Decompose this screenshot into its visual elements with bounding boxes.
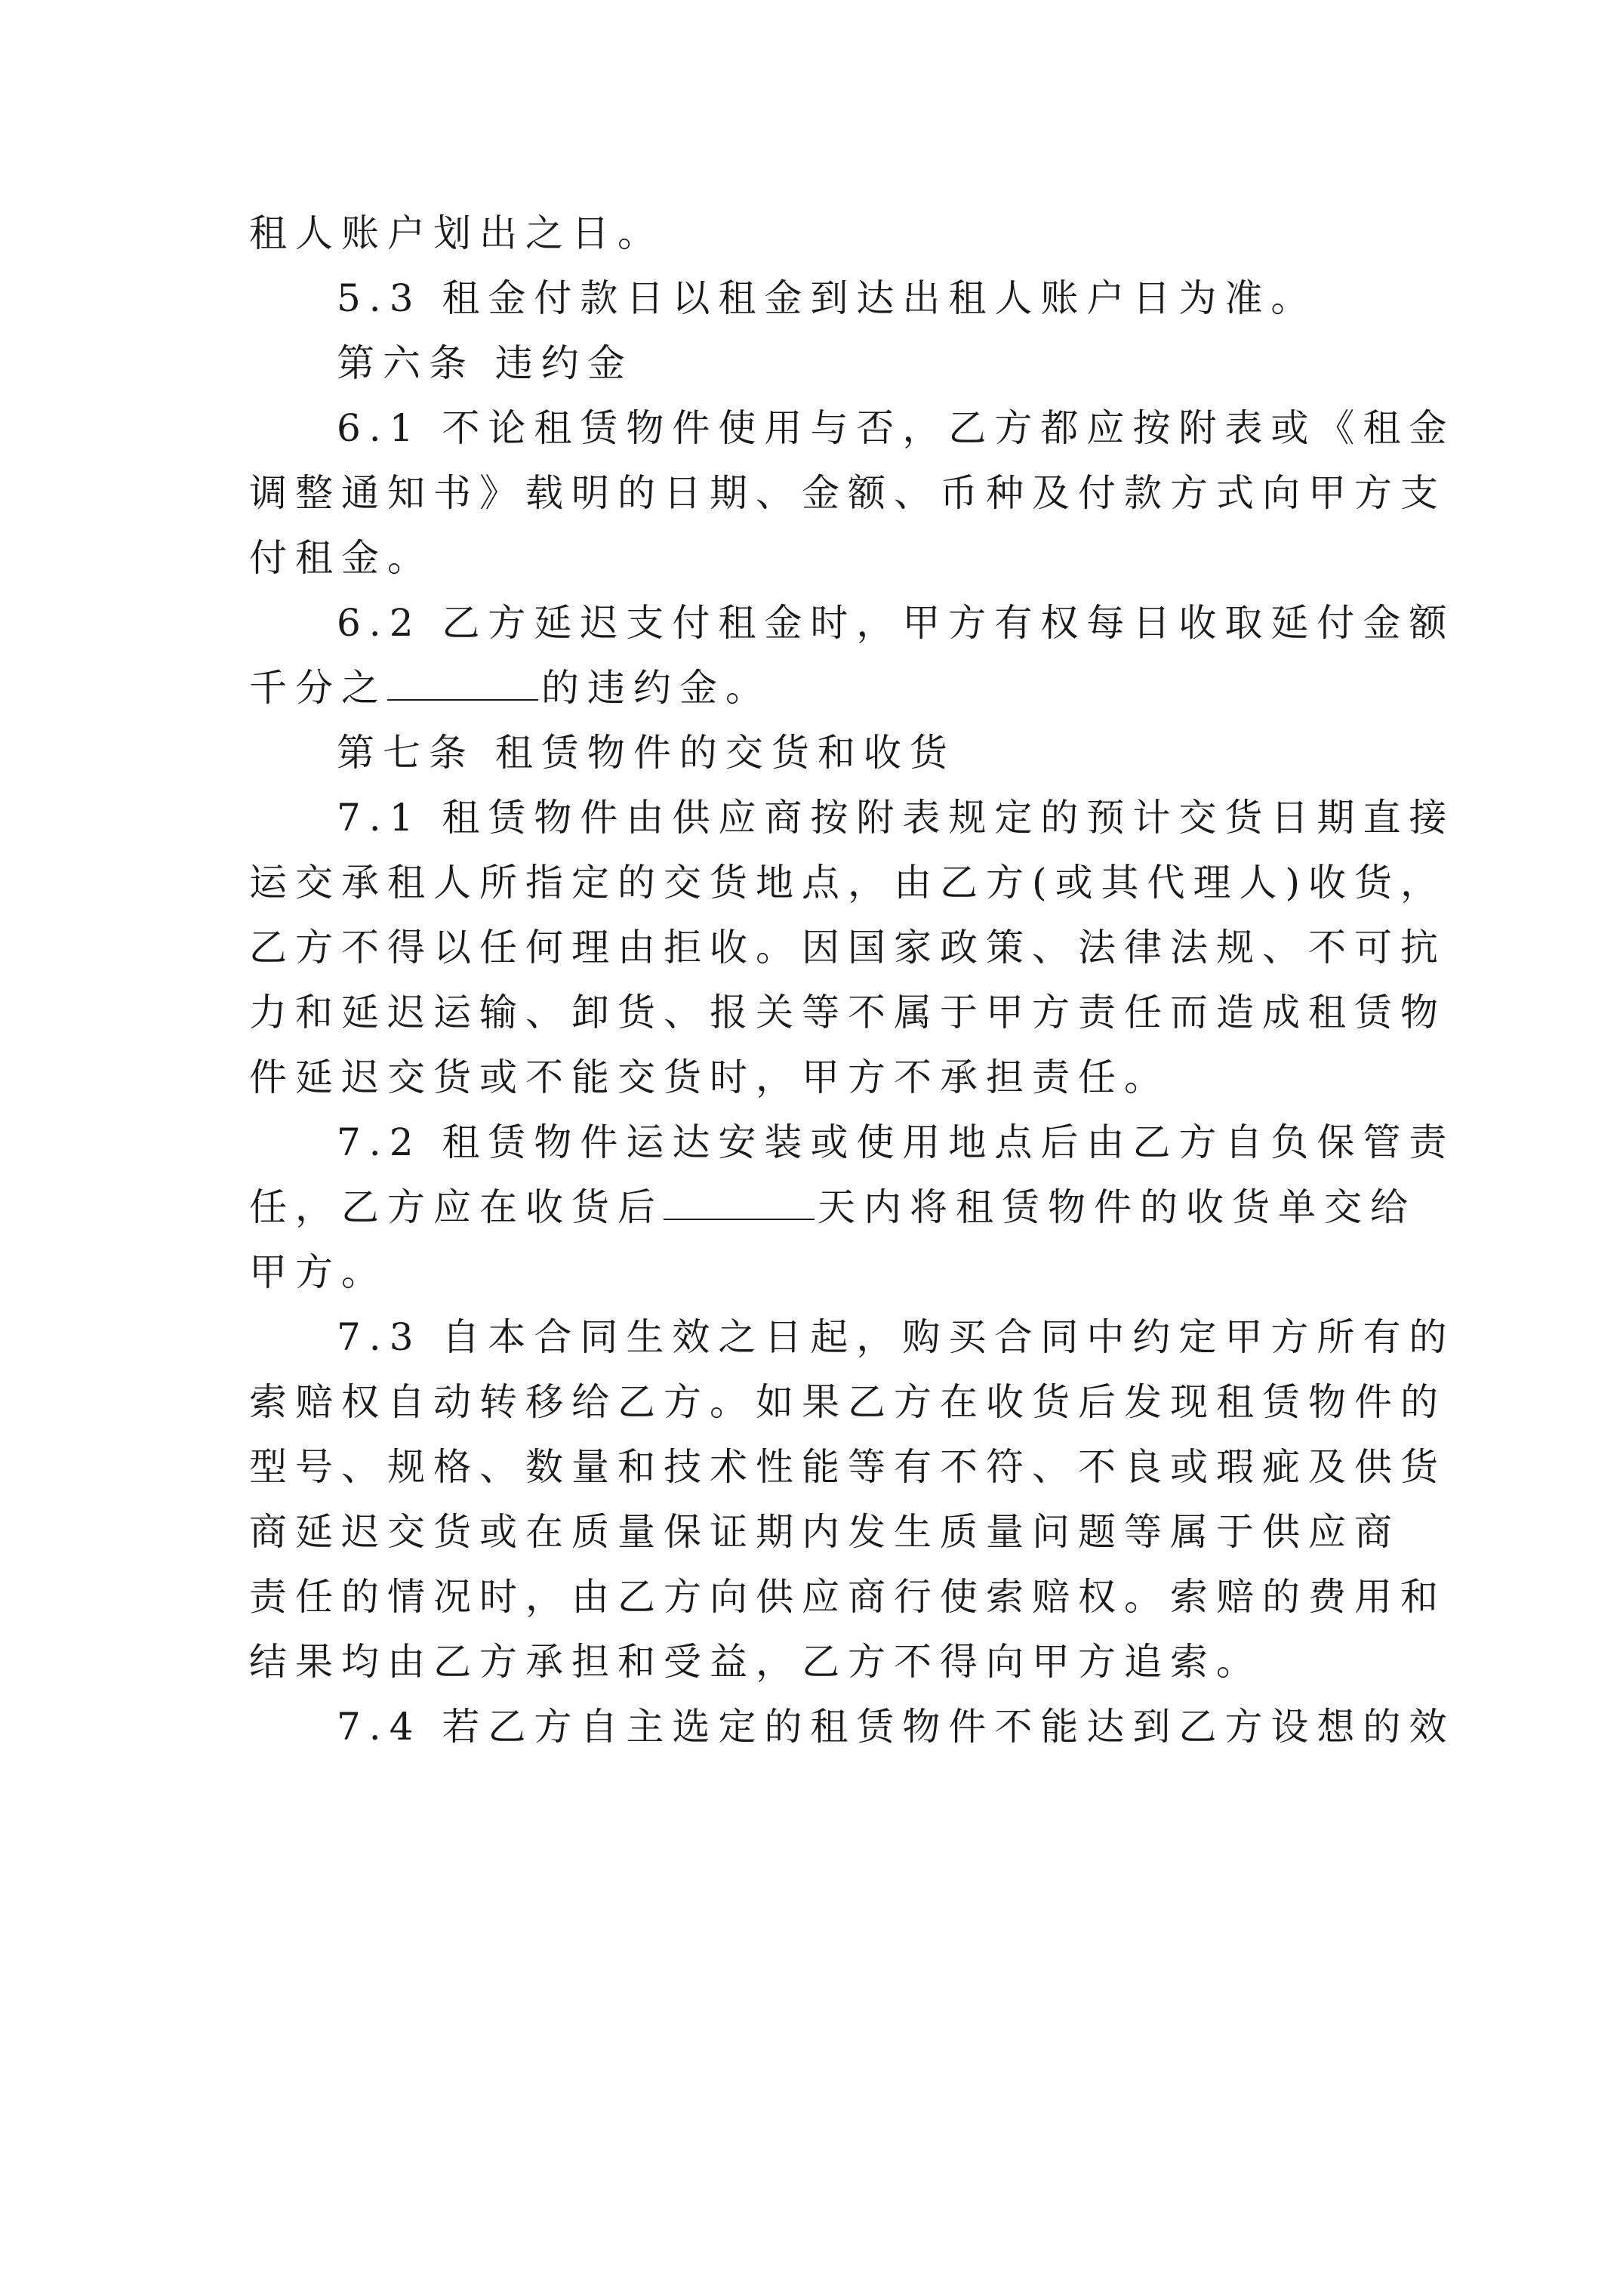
text-line: 付租金。 xyxy=(249,536,433,580)
text-line: 7.4 若乙方自主选定的租赁物件不能达到乙方设想的效 xyxy=(337,1705,1455,1749)
paragraph-7-1 xyxy=(249,785,1455,1110)
text-line xyxy=(249,655,1389,720)
paragraph-7-3 xyxy=(249,1305,1455,1694)
text-line: 7.1 租赁物件由供应商按附表规定的预计交货日期直接 xyxy=(337,796,1455,840)
paragraph-7-2 xyxy=(249,1110,1455,1305)
text-line xyxy=(249,1175,1416,1240)
text-line: 调整通知书》载明的日期、金额、币种及付款方式向甲方支 xyxy=(249,471,1446,515)
document-body xyxy=(249,201,1455,1759)
section-heading-7 xyxy=(249,720,1389,785)
text-line: 结果均由乙方承担和受益，乙方不得向甲方追索。 xyxy=(249,1640,1262,1684)
section-title: 第六条 违约金 xyxy=(337,341,633,385)
text-fragment: 任，乙方应在收货后 xyxy=(249,1185,664,1229)
fill-in-blank[interactable] xyxy=(664,1176,815,1220)
text-line: 运交承租人所指定的交货地点，由乙方(或其代理人)收货， xyxy=(249,861,1447,905)
section-title: 第七条 租赁物件的交货和收货 xyxy=(337,731,956,775)
text-line: 7.3 自本合同生效之日起，购买合同中约定甲方所有的 xyxy=(337,1315,1455,1359)
text-fragment: 的违约金。 xyxy=(541,666,771,710)
text-line: 件延迟交货或不能交货时，甲方不承担责任。 xyxy=(249,1056,1170,1099)
text-line: 商延迟交货或在质量保证期内发生质量问题等属于供应商 xyxy=(249,1510,1400,1554)
paragraph-7-4 xyxy=(249,1694,1455,1759)
text-line: 6.2 乙方延迟支付租金时，甲方有权每日收取延付金额 xyxy=(337,601,1455,645)
text-line: 5.3 租金付款日以租金到达出租人账户日为准。 xyxy=(337,276,1317,320)
text-line: 6.1 不论租赁物件使用与否，乙方都应按附表或《租金 xyxy=(337,406,1455,450)
text-fragment: 天内将租赁物件的收货单交给 xyxy=(818,1185,1416,1229)
paragraph-6-1 xyxy=(249,396,1455,590)
text-line: 型号、规格、数量和技术性能等有不符、不良或瑕疵及供货 xyxy=(249,1445,1446,1489)
text-line: 力和延迟运输、卸货、报关等不属于甲方责任而造成租赁物 xyxy=(249,991,1446,1034)
fill-in-blank[interactable] xyxy=(387,657,538,701)
paragraph-6-2 xyxy=(249,590,1455,720)
text-line: 7.2 租赁物件运达安装或使用地点后由乙方自负保管责 xyxy=(337,1120,1455,1164)
paragraph-5-2-end xyxy=(249,201,1389,266)
text-fragment: 千分之 xyxy=(249,666,387,710)
text-line: 索赔权自动转移给乙方。如果乙方在收货后发现租赁物件的 xyxy=(249,1380,1446,1424)
text-line: 甲方。 xyxy=(249,1250,387,1294)
text-line: 租人账户划出之日。 xyxy=(249,211,664,255)
paragraph-5-3 xyxy=(249,266,1389,331)
text-line: 乙方不得以任何理由拒收。因国家政策、法律法规、不可抗 xyxy=(249,926,1446,969)
text-line: 责任的情况时，由乙方向供应商行使索赔权。索赔的费用和 xyxy=(249,1575,1446,1619)
section-heading-6 xyxy=(249,331,1389,396)
